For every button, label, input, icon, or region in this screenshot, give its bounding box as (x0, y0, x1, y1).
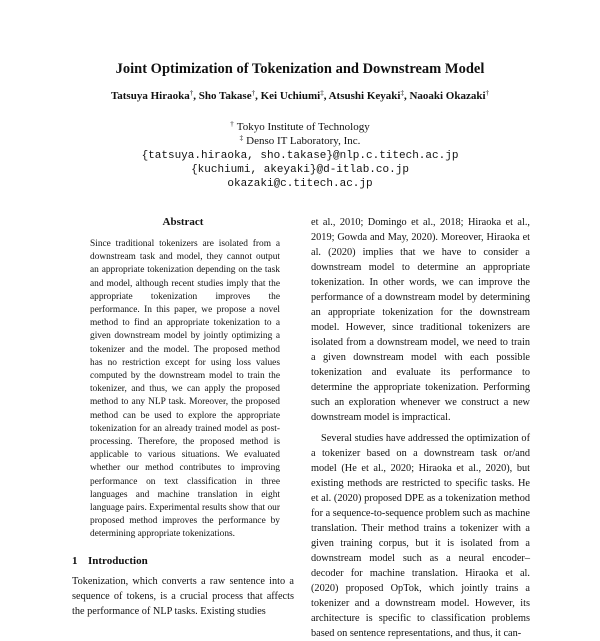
section-number: 1 (72, 554, 78, 567)
intro-paragraph: Tokenization, which converts a raw sentence into a sequence of tokens, is a crucial process that affects the performance of NLP tasks. Existing studies (72, 575, 294, 617)
left-column (72, 215, 294, 619)
body-paragraph: Several studies have addressed the optimization of a tokenizer based on a downstream task or/and model (He et al., 2020; Hiraoka et al., 2020), but existing methods are restricted to specific tasks. He et al. (2020) proposed DPE as a tokenization method for a sequence-to-sequence problem such as machine translation. Their method trains a tokenizer with a given training corpus, but it is isolated from a downstream model such as a neural encoder–decoder for machine translation. Hiraoka et al. (2020) proposed OpTok, which jointly trains a tokenizer and a downstream model. However, its architecture is specific to classification problems based on sentence representations, and thus, it can- (311, 433, 530, 639)
author-email: okazaki@c.titech.ac.jp (227, 178, 373, 190)
author: Naoaki Okazaki† (409, 89, 490, 102)
body-paragraph: et al., 2010; Domingo et al., 2018; Hiraoka et al., 2019; Gowda and May, 2020). Moreover, Hiraoka et al. (2020) implies that we have to consider a downstream model to determine an appropriate tokenization. In other words, we can improve the performance of a downstream model by determining an appropriate tokenization for the downstream model. However, since traditional tokenizers are isolated from a downstream model, we need to train a given downstream model with each possible tokenization and evaluate its performance to determine the appropriate tokenization. Performing such an exploration whenever we construct a new downstream model is impractical. (311, 217, 530, 423)
section-heading (72, 554, 294, 568)
author-list: Tatsuya Hiraoka†, Sho Takase†, Kei Uchiumi‡, Atsushi Keyaki‡, Naoaki Okazaki† (110, 89, 490, 102)
abstract-text: Since traditional tokenizers are isolated from a downstream task and model, they cannot output an appropriate tokenization depending on the task and model, although recent studies imply that the appropriate tokenization improves the performance. In this paper, we propose a novel method to find an appropriate tokenization to a given downstream model by jointly optimizing a tokenizer and the model. The proposed method has no restriction except for using loss values computed by the downstream model to train the tokenizer, and thus, we can apply the proposed method to any NLP task. Moreover, the proposed method can be used to explore the appropriate tokenization for an already trained model as post-processing. Therefore, the proposed method is applicable to various situations. We evaluated whether our method contributes to improving performance on text classification in three languages and machine translation in eight language pairs. Experimental results show that our proposed method improves the performance by determining appropriate tokenizations. (90, 239, 280, 540)
section-title: Introduction (88, 554, 148, 567)
paper-title: Joint Optimization of Tokenization and Downstream Model (115, 61, 485, 77)
affiliation: ‡ Denso IT Laboratory, Inc. (239, 134, 361, 147)
author: Kei Uchiumi‡ (260, 89, 324, 102)
author: Sho Takase† (198, 89, 256, 102)
author-email: {tatsuya.hiraoka, sho.takase}@nlp.c.titech.ac.jp (141, 150, 459, 162)
affiliation: † Tokyo Institute of Technology (230, 120, 370, 133)
author: Tatsuya Hiraoka† (110, 89, 194, 102)
abstract-heading: Abstract (162, 216, 204, 228)
author-email: {kuchiumi, akeyaki}@d-itlab.co.jp (191, 164, 409, 176)
right-column (311, 215, 530, 641)
author: Atsushi Keyaki‡ (328, 89, 404, 102)
